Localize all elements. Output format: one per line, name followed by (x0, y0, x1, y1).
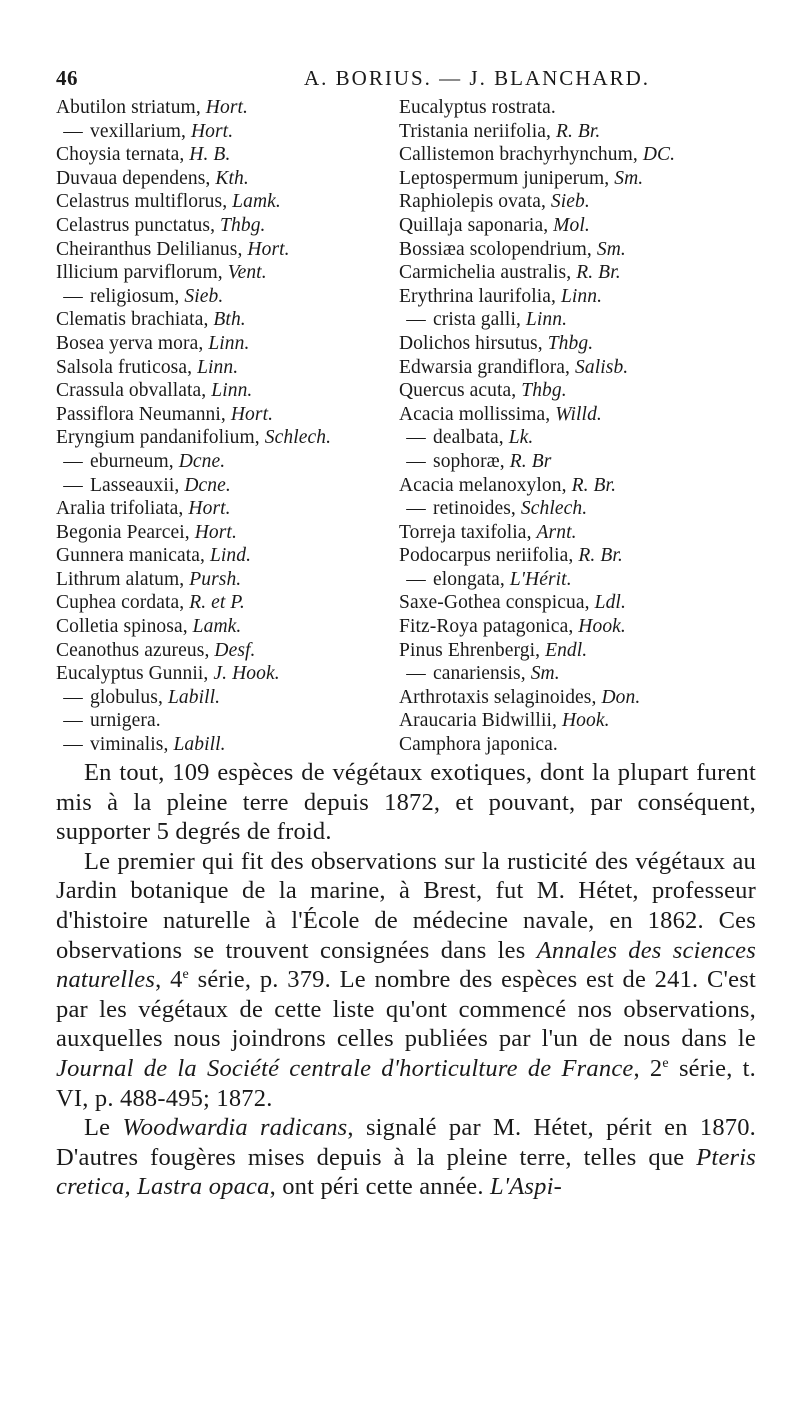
species-name: retinoides, (433, 498, 516, 520)
species-author: Hort. (230, 403, 274, 425)
species-name: Camphora japonica. (399, 734, 558, 756)
species-name: Podocarpus neriifolia, (399, 545, 574, 567)
species-entry (399, 426, 759, 450)
species-author: Hook. (561, 710, 610, 732)
species-author: R. Br. (578, 545, 623, 567)
body-text (56, 758, 756, 1202)
species-author: Arnt. (536, 521, 577, 543)
species-author: Sieb. (550, 191, 590, 213)
species-author: Linn. (211, 380, 253, 402)
species-entry (56, 332, 401, 356)
species-entry (56, 426, 401, 450)
species-entry (56, 568, 401, 592)
species-author: Sm. (596, 238, 626, 260)
species-name: Pinus Ehrenbergi, (399, 639, 541, 661)
species-name: Quillaja saponaria, (399, 214, 549, 236)
species-name: Illicium parviflorum, (56, 262, 223, 284)
species-name: Arthrotaxis selaginoides, (399, 686, 597, 708)
species-author: Lind. (209, 545, 252, 567)
species-name: dealbata, (433, 427, 504, 449)
ditto-dash: — (406, 568, 426, 590)
species-author: Lamk. (192, 616, 242, 638)
species-entry (56, 474, 401, 498)
species-name: Passiflora Neumanni, (56, 403, 226, 425)
ditto-dash: — (63, 734, 83, 756)
ditto-dash: — (406, 498, 426, 520)
species-entry (399, 544, 759, 568)
species-name: Gunnera manicata, (56, 545, 205, 567)
journal-title: Journal de la Société centrale d'horticulture de France (56, 1054, 634, 1082)
species-entry (56, 143, 401, 167)
ditto-dash: — (63, 285, 83, 307)
species-entry (399, 120, 759, 144)
species-entry (399, 143, 759, 167)
species-entry (399, 308, 759, 332)
species-author: Willd. (555, 403, 602, 425)
species-name: Eucalyptus rostrata. (399, 97, 556, 118)
species-author: Hort. (247, 238, 290, 260)
species-name: Colletia spinosa, (56, 616, 188, 638)
species-entry (56, 662, 401, 686)
species-entry (399, 686, 759, 710)
species-entry (56, 591, 401, 615)
species-entry (399, 238, 759, 262)
species-name: Aralia trifoliata, (56, 498, 184, 520)
species-entry (399, 662, 759, 686)
species-name: Saxe-Gothea conspicua, (399, 592, 590, 614)
species-name: Acacia mollissima, (399, 403, 551, 425)
species-entry (399, 379, 759, 403)
species-author: Mol. (553, 214, 590, 236)
species-entry (399, 285, 759, 309)
species-author: Vent. (227, 262, 267, 284)
species-name: Torreja taxifolia, (399, 521, 532, 543)
species-name: Begonia Pearcei, (56, 521, 190, 543)
species-name: globulus, (90, 686, 163, 708)
ditto-dash: — (406, 309, 426, 331)
species-author: Desf. (214, 639, 256, 661)
species-entry (399, 497, 759, 521)
species-author: L'Hérit. (509, 568, 572, 590)
species-entry (56, 686, 401, 710)
species-name: Clematis brachiata, (56, 309, 209, 331)
species-author: Hort. (188, 498, 231, 520)
ditto-dash: — (63, 710, 83, 732)
species-name: Lithrum alatum, (56, 568, 185, 590)
species-author: Hort. (194, 521, 237, 543)
ditto-dash: — (406, 450, 426, 472)
species-name: Raphiolepis ovata, (399, 191, 546, 213)
species-entry (56, 96, 401, 120)
species-woodwardia: Woodwardia radicans (122, 1114, 348, 1142)
species-author: Hook. (578, 616, 626, 638)
species-name: Fitz-Roya patagonica, (399, 616, 574, 638)
species-name: Ceanothus azureus, (56, 639, 210, 661)
species-entry (399, 403, 759, 427)
ditto-dash: — (406, 663, 426, 685)
species-entry (56, 285, 401, 309)
species-entry (399, 615, 759, 639)
species-author: Labill. (167, 686, 221, 708)
species-entry (56, 639, 401, 663)
ditto-dash: — (63, 120, 83, 142)
species-name: vexillarium, (90, 120, 186, 142)
species-author: Hort. (190, 120, 234, 142)
species-entry (56, 709, 401, 733)
species-name: Bosea yerva mora, (56, 332, 204, 354)
species-author: Thbg. (547, 332, 594, 354)
paragraph-history: Le premier qui fit des observations sur la rusticité des végétaux au Jardin botanique de la marine, à Brest, fut M. Hétet, professeur d'histoire naturelle à l'École de médecine navale, en 1862. Ces observations se trouvent consignées dans les Annales des sciences naturelles, 4e série, p. 379. Le nombre des espèces est de 241. C'est par les végétaux de cette liste qu'ont commencé nos observations, auxquelles nous joindrons celles publiées par l'un de nous dans le Journal de la Société centrale d'horticulture de France, 2e série, t. VI, p. 488-495; 1872. (56, 847, 756, 1112)
species-entry (399, 733, 759, 757)
species-entry (56, 544, 401, 568)
species-author: R. Br. (576, 262, 621, 284)
species-entry (399, 709, 759, 733)
species-author: Thbg. (220, 214, 266, 236)
species-author: Don. (601, 686, 641, 708)
species-entry (56, 379, 401, 403)
species-name: Quercus acuta, (399, 380, 517, 402)
species-author: Linn. (525, 309, 568, 331)
species-entry (56, 261, 401, 285)
species-name: Celastrus multiflorus, (56, 191, 228, 213)
species-name: crista galli, (433, 309, 521, 331)
species-entry (399, 96, 759, 120)
species-name: Edwarsia grandiflora, (399, 356, 571, 378)
species-name: Dolichos hirsutus, (399, 332, 543, 354)
species-entry (56, 190, 401, 214)
species-entry (56, 238, 401, 262)
species-pteris-lastra: Pteris cretica, Lastra opaca (56, 1143, 756, 1201)
species-entry (399, 190, 759, 214)
species-name: Carmichelia australis, (399, 262, 572, 284)
ditto-dash: — (63, 474, 83, 496)
species-author: Salisb. (575, 356, 629, 378)
species-entry (56, 356, 401, 380)
ditto-dash: — (63, 450, 83, 472)
species-entry (399, 474, 759, 498)
species-name: Callistemon brachyrhynchum, (399, 144, 638, 166)
species-author: Thbg. (521, 380, 567, 402)
species-author: Bth. (213, 309, 246, 331)
species-entry (399, 356, 759, 380)
species-author: Dcne. (178, 450, 226, 472)
species-author: Labill. (173, 734, 226, 756)
species-author: Linn. (197, 356, 239, 378)
species-author: R. Br. (555, 120, 601, 142)
species-author: H. B. (189, 144, 231, 166)
paragraph-woodwardia: Le Woodwardia radicans, signalé par M. Hétet, périt en 1870. D'autres fougères mises depuis à la pleine terre, telles que Pteris cretica, Lastra opaca, ont péri cette année. L'Aspi- (56, 1114, 757, 1201)
species-author: Sm. (530, 663, 560, 685)
species-name: Choysia ternata, (56, 144, 185, 166)
species-name: sophoræ, (433, 450, 505, 472)
aspi-continuation: L'Aspi- (490, 1173, 562, 1201)
species-name: Abutilon striatum, (56, 97, 201, 118)
species-entry (56, 214, 401, 238)
species-author: R. Br. (571, 474, 617, 496)
species-name: viminalis, (90, 734, 169, 756)
running-head: A. BORIUS. — J. BLANCHARD. (304, 66, 651, 90)
species-entry (399, 167, 759, 191)
species-name: Bossiæa scolopendrium, (399, 238, 592, 260)
species-name: Erythrina laurifolia, (399, 285, 556, 307)
species-name: urnigera. (90, 710, 161, 732)
species-author: Endl. (545, 639, 588, 661)
species-entry (56, 120, 401, 144)
species-author: Dcne. (184, 474, 231, 496)
species-name: Eucalyptus Gunnii, (56, 663, 209, 685)
species-author: Hort. (205, 97, 248, 118)
species-column-right (399, 96, 759, 757)
species-entry (399, 261, 759, 285)
species-author: R. et P. (189, 592, 245, 614)
species-entry (399, 332, 759, 356)
species-name: religiosum, (90, 285, 180, 307)
species-author: Linn. (560, 285, 603, 307)
species-author: Schlech. (264, 427, 332, 449)
species-author: DC. (642, 144, 676, 166)
species-entry (56, 733, 401, 757)
species-author: Pursh. (189, 568, 242, 590)
species-name: Lasseauxii, (90, 474, 180, 496)
species-name: Duvaua dependens, (56, 167, 211, 189)
species-author: R. Br (509, 450, 552, 472)
species-author: Lk. (508, 427, 534, 449)
species-name: Tristania neriifolia, (399, 120, 551, 142)
species-name: Acacia melanoxylon, (399, 474, 567, 496)
species-entry (56, 497, 401, 521)
species-entry (399, 450, 759, 474)
species-name: Araucaria Bidwillii, (399, 710, 557, 732)
species-author: Lamk. (232, 191, 281, 213)
species-entry (399, 639, 759, 663)
paragraph-summary: En tout, 109 espèces de végétaux exotiques, dont la plupart furent mis à la pleine terre depuis 1872, et pouvant, par conséquent, supporter 5 degrés de froid. (56, 759, 756, 846)
species-name: Cuphea cordata, (56, 592, 185, 614)
species-author: Schlech. (520, 498, 588, 520)
annales-title: Annales des sciences naturelles (56, 936, 756, 994)
species-entry (56, 521, 401, 545)
species-entry (399, 568, 759, 592)
species-entry (56, 403, 401, 427)
species-name: Crassula obvallata, (56, 380, 207, 402)
species-entry (56, 450, 401, 474)
species-author: Ldl. (594, 592, 626, 614)
species-entry (56, 308, 401, 332)
species-author: Kth. (215, 167, 249, 189)
species-entry (399, 521, 759, 545)
species-author: Sm. (614, 167, 644, 189)
species-name: Cheiranthus Delilianus, (56, 238, 243, 260)
species-name: Salsola fruticosa, (56, 356, 193, 378)
species-entry (56, 615, 401, 639)
ditto-dash: — (63, 686, 83, 708)
species-author: Sieb. (184, 285, 224, 307)
page-header (56, 66, 746, 96)
species-author: Linn. (208, 332, 250, 354)
species-entry (399, 591, 759, 615)
species-entry (399, 214, 759, 238)
species-name: elongata, (433, 568, 505, 590)
species-name: eburneum, (90, 450, 174, 472)
species-entry (56, 167, 401, 191)
species-name: canariensis, (433, 663, 526, 685)
species-name: Leptospermum juniperum, (399, 167, 610, 189)
species-author: J. Hook. (213, 663, 280, 685)
species-column-left (56, 96, 401, 757)
ditto-dash: — (406, 427, 426, 449)
page-number: 46 (56, 66, 78, 90)
species-name: Celastrus punctatus, (56, 214, 216, 236)
species-name: Eryngium pandanifolium, (56, 427, 260, 449)
